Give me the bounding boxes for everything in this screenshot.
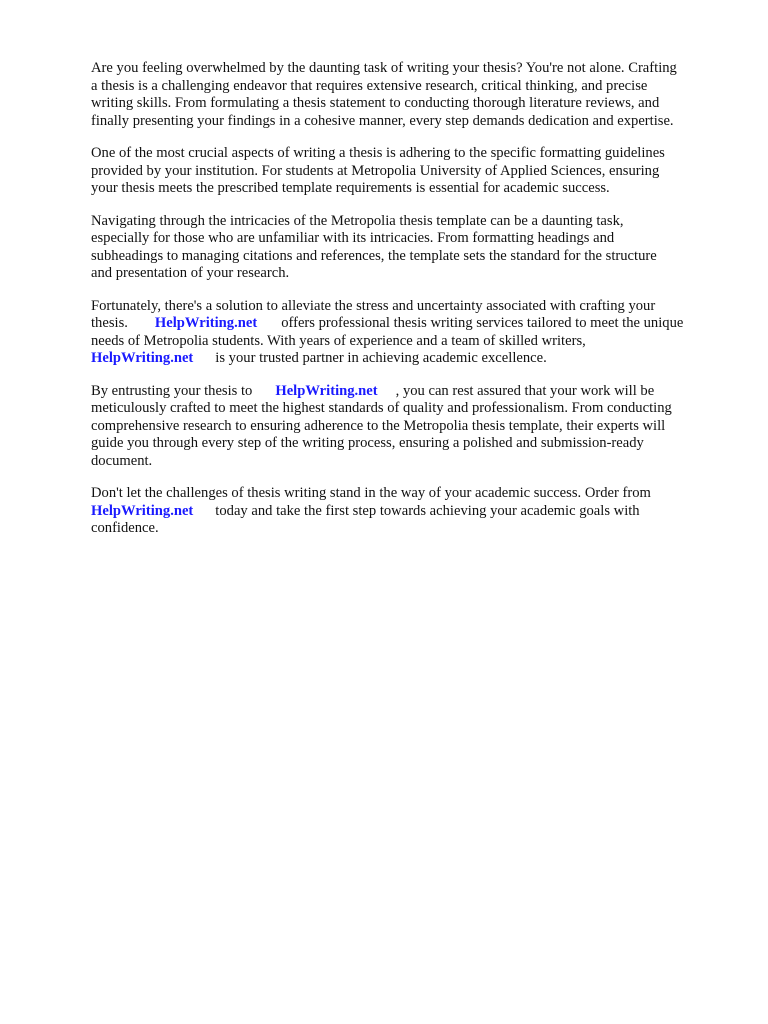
text-segment: Don't let the challenges of thesis writing stand in the way of your academic success. Order from	[91, 485, 651, 501]
paragraph-formatting: One of the most crucial aspects of writing a thesis is adhering to the specific formatting guidelines provided by your institution. For students at Metropolia University of Applied Sciences, ensuring your thesis meets the prescribed template requirements is essential for academic success.	[91, 145, 665, 196]
document-body	[91, 60, 721, 553]
text-segment: today and take the first step towards achieving your academic goals with confidence.	[91, 502, 640, 536]
paragraph-intro: Are you feeling overwhelmed by the daunting task of writing your thesis? You're not alone. Crafting a thesis is a challenging endeavor that requires extensive research, critical thinking, and precise writing skills. From formulating a thesis statement to conducting thorough literature reviews, and finally presenting your findings in a cohesive manner, every step demands dedication and expertise.	[91, 60, 677, 129]
helpwriting-link[interactable]: HelpWriting.net	[275, 382, 378, 399]
text-segment: Fortunately, there's a solution to alleviate the stress and uncertainty associated with crafting your thesis.	[91, 297, 656, 331]
text-segment: offers professional thesis writing services tailored to meet the unique needs of Metropolia students. With years of experience and a team of skilled writers,	[91, 315, 684, 349]
paragraph-entrust	[91, 383, 721, 471]
paragraph-order	[91, 485, 721, 538]
helpwriting-link[interactable]: HelpWriting.net	[154, 315, 258, 331]
text-segment: By entrusting your thesis to	[91, 382, 253, 399]
paragraph-solution	[91, 298, 721, 368]
text-segment: , you can rest assured that your work will be meticulously crafted to meet the highest standards of quality and professionalism. From conducting comprehensive research to ensuring adherence to the Metropolia thesis template, their experts will guide you through every step of the writing process, ensuring a polished and submission-ready document.	[91, 382, 672, 469]
helpwriting-link[interactable]: HelpWriting.net	[91, 502, 194, 519]
text-segment: is your trusted partner in achieving academic excellence.	[215, 350, 547, 366]
paragraph-template: Navigating through the intricacies of the Metropolia thesis template can be a daunting task, especially for those who are unfamiliar with its intricacies. From formatting headings and subheadings to managing citations and references, the template sets the standard for the structure and presentation of your research.	[91, 212, 657, 281]
helpwriting-link[interactable]: HelpWriting.net	[91, 350, 194, 366]
